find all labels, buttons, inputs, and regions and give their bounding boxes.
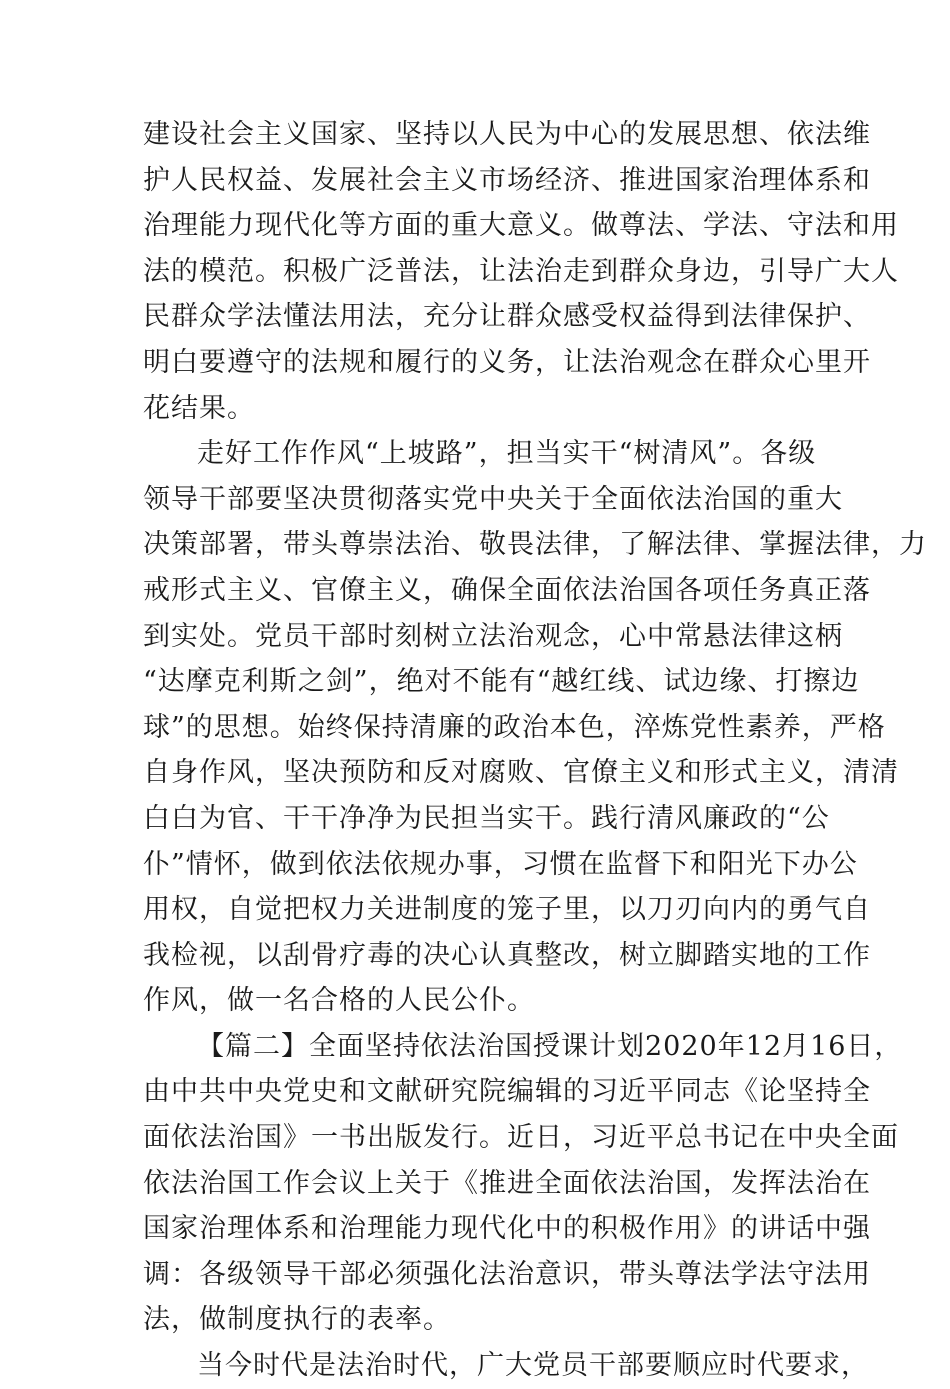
text-line: 用权，自觉把权力关进制度的笼子里，以刀刃向内的勇气自	[143, 894, 871, 926]
text-line: 自身作风，坚决预防和反对腐败、官僚主义和形式主义，清清	[143, 757, 899, 789]
text-line: 依法治国工作会议上关于《推进全面依法治国，发挥法治在	[143, 1167, 871, 1199]
text-line: 到实处。党员干部时刻树立法治观念，心中常悬法律这柄	[143, 620, 843, 652]
text-line: 法，做制度执行的表率。	[143, 1304, 451, 1336]
text-line: 领导干部要坚决贯彻落实党中央关于全面依法治国的重大	[143, 483, 843, 515]
paragraph-start-line: 当今时代是法治时代，广大党员干部要顺应时代要求，	[197, 1350, 869, 1382]
text-line: 民群众学法懂法用法，充分让群众感受权益得到法律保护、	[143, 301, 871, 333]
text-line: 戒形式主义、官僚主义，确保全面依法治国各项任务真正落	[143, 574, 871, 606]
text-line: 仆”情怀，做到依法依规办事，习惯在监督下和阳光下办公	[143, 848, 858, 880]
text-line: 球”的思想。始终保持清廉的政治本色，淬炼党性素养，严格	[143, 711, 886, 743]
text-line: 花结果。	[143, 392, 255, 424]
text-line: 国家治理体系和治理能力现代化中的积极作用》的讲话中强	[143, 1213, 871, 1245]
text-line: 决策部署，带头尊崇法治、敬畏法律，了解法律、掌握法律，力	[143, 529, 927, 561]
text-line: 白白为官、干干净净为民担当实干。践行清风廉政的“公	[143, 802, 830, 834]
body-text	[143, 112, 927, 1389]
text-line: 护人民权益、发展社会主义市场经济、推进国家治理体系和	[143, 164, 871, 196]
text-line: 治理能力现代化等方面的重大意义。做尊法、学法、守法和用	[143, 210, 899, 242]
paragraph-start-line: 走好工作作风“上坡路”，担当实干“树清风”。各级	[197, 438, 817, 470]
text-line: 建设社会主义国家、坚持以人民为中心的发展思想、依法维	[143, 119, 871, 150]
text-line: 法的模范。积极广泛普法，让法治走到群众身边，引导广大人	[143, 255, 899, 287]
section-heading-line: 【篇二】全面坚持依法治国授课计划2020年12月16日，	[197, 1030, 903, 1062]
text-line: 明白要遵守的法规和履行的义务，让法治观念在群众心里开	[143, 346, 871, 378]
text-line: 面依法治国》一书出版发行。近日，习近平总书记在中央全面	[143, 1122, 899, 1154]
text-line: “达摩克利斯之剑”，绝对不能有“越红线、试边缘、打擦边	[143, 666, 860, 698]
text-line: 由中共中央党史和文献研究院编辑的习近平同志《论坚持全	[143, 1076, 871, 1108]
text-line: 调：各级领导干部必须强化法治意识，带头尊法学法守法用	[143, 1258, 871, 1290]
text-line: 我检视，以刮骨疗毒的决心认真整改，树立脚踏实地的工作	[143, 939, 871, 971]
text-line: 作风，做一名合格的人民公仆。	[143, 985, 535, 1017]
